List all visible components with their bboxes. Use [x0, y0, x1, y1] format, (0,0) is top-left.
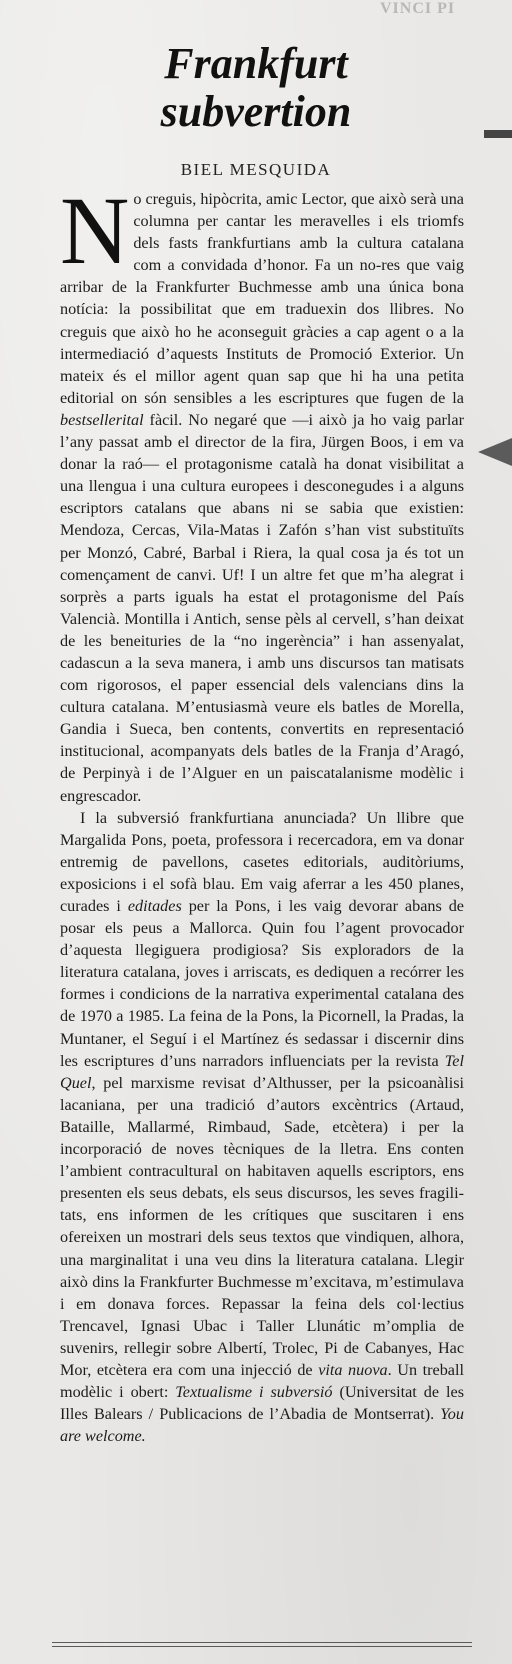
p2-e: (Universitat de les Illes Balears / Publicacions de l’Abadia de Montserrat).: [60, 1383, 464, 1424]
bottom-rule-double: [52, 1646, 472, 1647]
p2-c: , pel marxisme revisat d’Althusser, per la psicoanàlisi lacaniana, per una tradició d’autors excèntrics (Artaud, Bataille, Mallarmé, Rimbaud, Sade, etcètera) i per la incorporació de noves tècniques de la lletra. Ens conten l’ambient contracultural on habitaven aquells escriptors, ens presenten els seus debats, els seus discursos, les seves fragilitats, ens informen de les crítiques que suscitaren i ens ofereixen un mostrari dels seus textos que vindiquen, alhora, una marginalitat i una veu dins la literatura catalana. Llegir això dins la Frankfurter Buchmesse m’excitava, m’estimulava i em donava forces. Repassar la feina dels col·lectius Trencavel, Ignasi Ubac i Taller Llunátic m’omplia de suvenirs, rellegir sobre Albertí, Trolec, Pi de Cabanyes, Hac Mor, etcètera era com una injecció de: [60, 1073, 464, 1379]
article-body: [60, 177, 464, 1447]
p1-italic: bestsellerital: [60, 410, 144, 429]
p2-italic-4: Textualisme i subversió: [175, 1383, 333, 1402]
p2-a: I la subversió frankfurtiana anunciada? Un llibre que Margalida Pons, poeta, professora i recercadora, em va donar entremig de pavellons, casetes editorials, auditòriums, exposicions i el sofà blau. Em vaig aferrar a les 450 planes, curades i: [60, 808, 464, 915]
p2-b: per la Pons, i les vaig devorar abans de posar els peus a Mallorca. Quin fou l’agent provocador d’aquesta llegiguera prodigiosa? Sis exploradors de la literatura catalana, joves i arriscats, es dediquen a recórrer les formes i condicions de la narrativa experimental catalana des de 1970 a 1985. La feina de la Pons, la Picornell, la Pradas, la Muntaner, el Seguí i el Martínez és sedassar i discernir dins les escriptures d’uns narradors influenciats per la revista: [60, 897, 464, 1070]
author-byline: BIEL MESQUIDA: [180, 160, 332, 179]
paragraph-2: [60, 807, 464, 1448]
p2-italic-3: vita nuova: [318, 1360, 388, 1379]
edge-arrow-icon: [478, 438, 512, 466]
bottom-rule: [52, 1642, 472, 1643]
p1-lead: o creguis, hipòcrita, amic Lector, que això serà una columna per cantar les meravelles i els triomfs dels fasts frankfurtians amb la cultura catalana com a convidada d’honor. Fa un no-res que vaig arribar de la Frankfurter Buchmesse amb una única bona notícia: la possibilitat que em traduexin dos llibres. No creguis que això ho he aconseguit gràcies a cap agent o a la intermediació d’aquests Instituts de Promoció Exterior. Un mateix és el millor agent quan sap que hi ha una petita editorial on són sensibles a les escriptures que fugen de la: [60, 190, 464, 407]
p2-italic-2: Tel Quel: [60, 1051, 464, 1092]
bleed-through-text: VINCI PI: [380, 0, 456, 17]
paragraph-1: [60, 177, 464, 807]
p2-d: . Un treball modèlic i obert:: [60, 1360, 464, 1402]
p1-rest: fàcil. No negaré que —i això ja ho vaig parlar l’any passat amb el director de la fira, Jürgen Boos, i em va donar la raó— el protagonisme català ha donat visibilitat a una llengua i una cultura europees i desconegudes i a alguns escriptors catalans que abans ni se sabia que existien: Mendoza, Cercas, Vila-Matas i Zafón s’han vist substituïts per Monzó, Cabré, Barbal i Riera, la qual cosa ja és tot un començament de canvi. Uf! I un altre fet que m’ha alegrat i sorprès a parts iguals ha estat el protagonisme del País Valencià. Montilla i Antich, sense pèls al cervell, s’han deixat de les beneituries de la “no ingerència” i han assenyalat, cadascun a la seva manera, i amb uns discursos tan matisats com rigorosos, el paper essencial dels valencians dins la cultura catalana. M’entusiasmà veure els batles de Morella, Gandia i Sueca, ben contents, convertits en representació institucional, acompanyats dels batles de la Franja d’Aragó, de Perpinyà i de l’Alguer en un paiscatalanisme modèlic i engrescador.: [60, 410, 464, 805]
drop-cap: N: [60, 177, 130, 284]
title-line-2: subvertion: [160, 87, 352, 136]
p2-italic-1: editades: [127, 897, 182, 915]
article-title: [0, 40, 512, 136]
title-line-1: Frankfurt: [164, 39, 348, 88]
p2-italic-5: You are welcome.: [60, 1405, 464, 1446]
